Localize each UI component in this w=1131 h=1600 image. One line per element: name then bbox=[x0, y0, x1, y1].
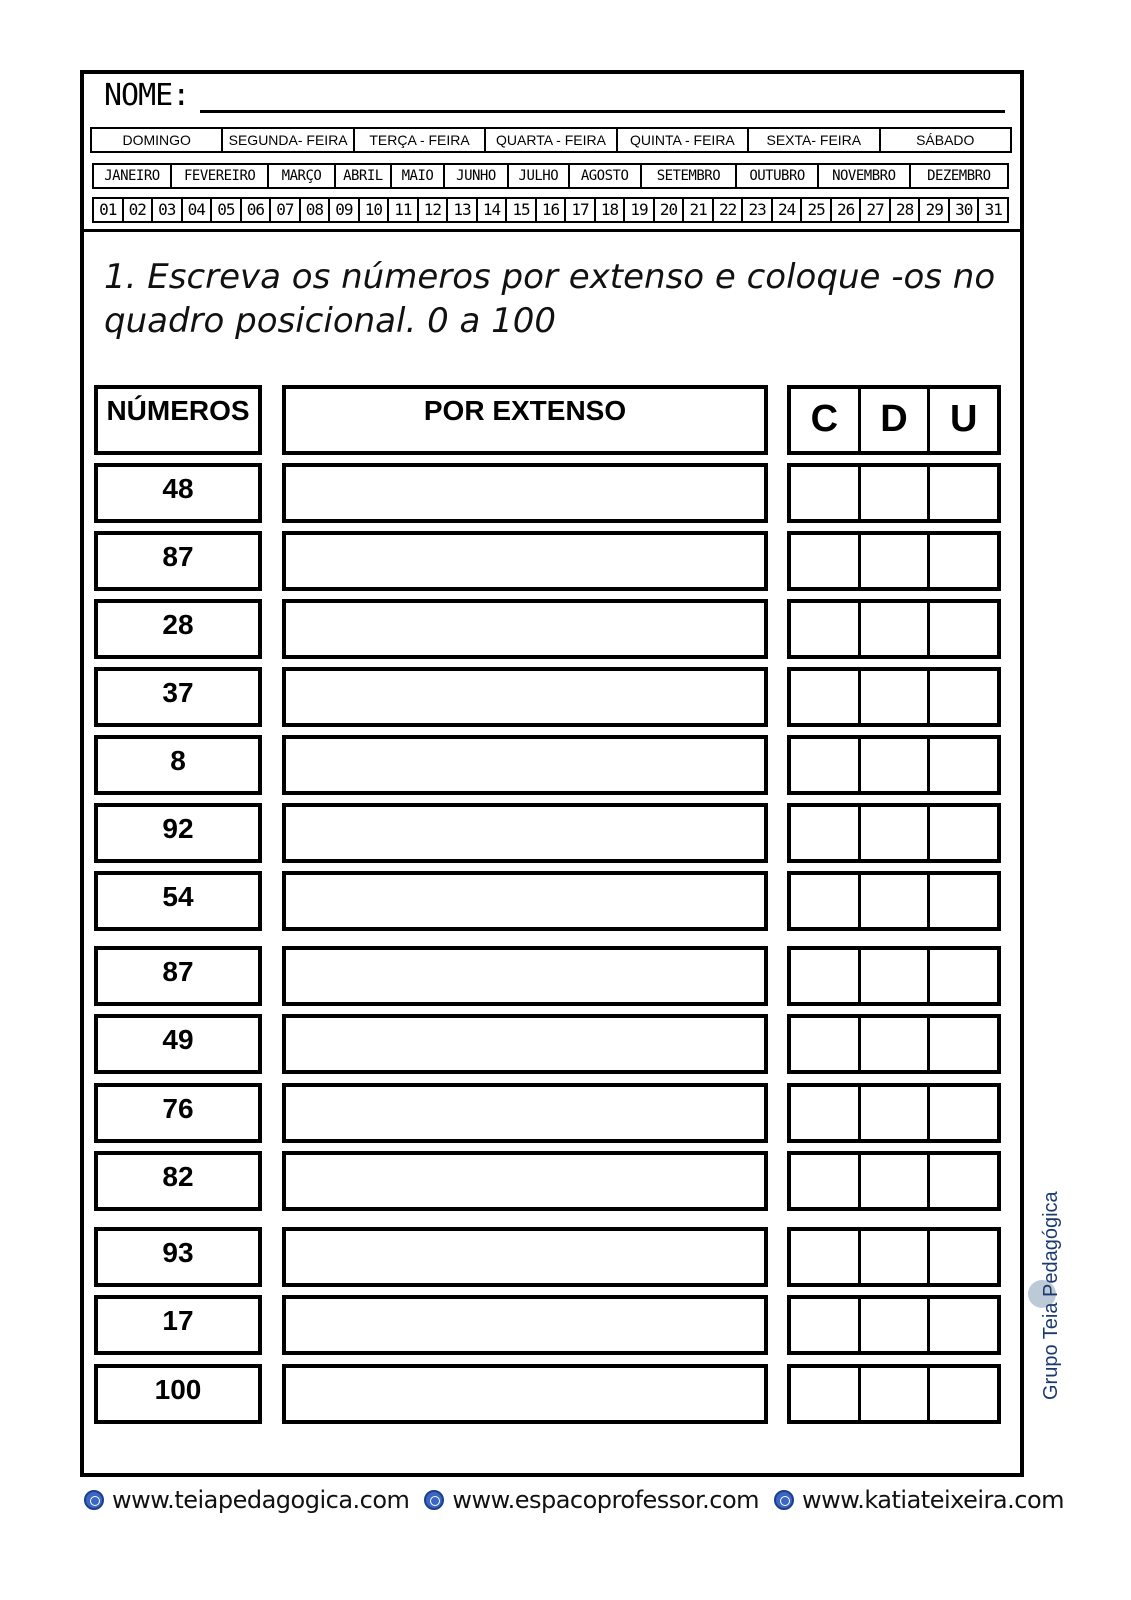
date-cell[interactable]: 10 bbox=[360, 199, 390, 221]
numbers-header: NÚMEROS bbox=[94, 385, 262, 455]
instruction-text: 1. Escreva os números por extenso e coloque -os no quadro posicional. 0 a 100 bbox=[104, 257, 996, 341]
date-cell[interactable]: 05 bbox=[212, 199, 242, 221]
footer-link-3[interactable] bbox=[774, 1486, 1064, 1514]
d-answer-cell[interactable] bbox=[861, 603, 931, 655]
c-answer-cell[interactable] bbox=[791, 950, 861, 1002]
extenso-answer-field[interactable] bbox=[282, 803, 768, 863]
month-row bbox=[92, 163, 1009, 189]
u-answer-cell[interactable] bbox=[930, 603, 997, 655]
d-header: D bbox=[861, 389, 931, 451]
globe-icon bbox=[84, 1490, 104, 1510]
d-answer-cell[interactable] bbox=[861, 467, 931, 519]
date-cell[interactable]: 16 bbox=[537, 199, 567, 221]
number-cell: 93 bbox=[94, 1227, 262, 1287]
cdu-answer-row bbox=[787, 531, 1001, 591]
date-cell[interactable]: 22 bbox=[714, 199, 744, 221]
date-cell[interactable]: 17 bbox=[566, 199, 596, 221]
footer-link-label: www.katiateixeira.com bbox=[802, 1486, 1064, 1514]
name-label: NOME: bbox=[104, 78, 190, 113]
d-answer-cell[interactable] bbox=[861, 535, 931, 587]
date-cell[interactable]: 31 bbox=[984, 200, 1002, 219]
extenso-answer-field[interactable] bbox=[282, 946, 768, 1006]
number-cell: 8 bbox=[94, 735, 262, 795]
day-cell[interactable]: DOMINGO bbox=[92, 129, 223, 151]
cdu-answer-row bbox=[787, 1227, 1001, 1287]
d-answer-cell[interactable] bbox=[861, 1368, 931, 1420]
d-answer-cell[interactable] bbox=[861, 1087, 931, 1139]
date-cell[interactable]: 23 bbox=[743, 199, 773, 221]
u-answer-cell[interactable] bbox=[930, 1299, 997, 1351]
globe-icon bbox=[774, 1490, 794, 1510]
extenso-answer-field[interactable] bbox=[282, 1014, 768, 1074]
date-cell[interactable]: 26 bbox=[832, 199, 862, 221]
number-cell: 92 bbox=[94, 803, 262, 863]
c-answer-cell[interactable] bbox=[791, 1368, 861, 1420]
number-cell: 49 bbox=[94, 1014, 262, 1074]
month-cell[interactable]: SETEMBRO bbox=[642, 165, 737, 187]
d-answer-cell[interactable] bbox=[861, 739, 931, 791]
extenso-answer-field[interactable] bbox=[282, 531, 768, 591]
u-answer-cell[interactable] bbox=[930, 671, 997, 723]
name-line[interactable] bbox=[200, 110, 1005, 113]
day-cell[interactable]: SEXTA- FEIRA bbox=[749, 129, 880, 151]
date-cell[interactable]: 15 bbox=[507, 199, 537, 221]
cdu-answer-row bbox=[787, 463, 1001, 523]
extenso-answer-field[interactable] bbox=[282, 1151, 768, 1211]
date-cell[interactable]: 18 bbox=[596, 199, 626, 221]
number-cell: 17 bbox=[94, 1295, 262, 1355]
cdu-answer-row bbox=[787, 803, 1001, 863]
extenso-answer-field[interactable] bbox=[282, 599, 768, 659]
cdu-answer-row bbox=[787, 599, 1001, 659]
date-cell[interactable]: 27 bbox=[861, 199, 891, 221]
month-cell[interactable]: MARÇO bbox=[269, 165, 335, 187]
cdu-answer-row bbox=[787, 735, 1001, 795]
number-cell: 37 bbox=[94, 667, 262, 727]
cdu-answer-row bbox=[787, 1151, 1001, 1211]
month-cell[interactable]: JULHO bbox=[509, 165, 569, 187]
date-cell[interactable]: 29 bbox=[920, 199, 950, 221]
date-cell[interactable]: 01 bbox=[94, 199, 124, 221]
extenso-answer-field[interactable] bbox=[282, 667, 768, 727]
d-answer-cell[interactable] bbox=[861, 671, 931, 723]
date-cell[interactable]: 25 bbox=[802, 199, 832, 221]
u-header: U bbox=[949, 398, 978, 440]
u-answer-cell[interactable] bbox=[930, 1368, 997, 1420]
u-answer-cell[interactable] bbox=[930, 1155, 997, 1207]
d-answer-cell[interactable] bbox=[861, 807, 931, 859]
number-cell: 87 bbox=[94, 946, 262, 1006]
c-answer-cell[interactable] bbox=[791, 467, 861, 519]
watermark-text: Grupo Teia Pedagógica bbox=[1040, 1191, 1062, 1400]
date-cell[interactable]: 20 bbox=[655, 199, 685, 221]
footer-link-label: www.teiapedagogica.com bbox=[112, 1486, 410, 1514]
month-cell[interactable]: JANEIRO bbox=[94, 165, 172, 187]
number-cell: 100 bbox=[94, 1364, 262, 1424]
cdu-answer-row bbox=[787, 1083, 1001, 1143]
cdu-answer-row bbox=[787, 1364, 1001, 1424]
u-answer-cell[interactable] bbox=[930, 739, 997, 791]
date-cell[interactable]: 14 bbox=[478, 199, 508, 221]
extenso-answer-field[interactable] bbox=[282, 871, 768, 931]
c-answer-cell[interactable] bbox=[791, 739, 861, 791]
date-cell[interactable]: 08 bbox=[301, 199, 331, 221]
date-cell[interactable]: 21 bbox=[684, 199, 714, 221]
c-answer-cell[interactable] bbox=[791, 1087, 861, 1139]
month-cell[interactable]: NOVEMBRO bbox=[819, 165, 911, 187]
number-cell: 48 bbox=[94, 463, 262, 523]
month-cell[interactable]: OUTUBRO bbox=[737, 165, 819, 187]
date-cell[interactable]: 28 bbox=[891, 199, 921, 221]
c-answer-cell[interactable] bbox=[791, 1299, 861, 1351]
day-cell[interactable]: SÁBADO bbox=[916, 132, 975, 148]
number-cell: 87 bbox=[94, 531, 262, 591]
extenso-answer-field[interactable] bbox=[282, 1083, 768, 1143]
cdu-answer-row bbox=[787, 946, 1001, 1006]
day-cell[interactable]: QUINTA - FEIRA bbox=[618, 129, 749, 151]
month-cell[interactable]: JUNHO bbox=[445, 165, 509, 187]
extenso-answer-field[interactable] bbox=[282, 1227, 768, 1287]
d-answer-cell[interactable] bbox=[861, 1231, 931, 1283]
extenso-answer-field[interactable] bbox=[282, 735, 768, 795]
date-cell[interactable]: 19 bbox=[625, 199, 655, 221]
date-cell[interactable]: 02 bbox=[124, 199, 154, 221]
u-answer-cell[interactable] bbox=[930, 467, 997, 519]
d-answer-cell[interactable] bbox=[861, 950, 931, 1002]
date-cell[interactable]: 07 bbox=[271, 199, 301, 221]
cdu-answer-row bbox=[787, 1014, 1001, 1074]
u-answer-cell[interactable] bbox=[930, 535, 997, 587]
u-answer-cell[interactable] bbox=[930, 875, 997, 927]
d-answer-cell[interactable] bbox=[861, 1299, 931, 1351]
extenso-header: POR EXTENSO bbox=[282, 385, 768, 455]
footer-link-2[interactable] bbox=[424, 1486, 759, 1514]
day-cell[interactable]: TERÇA - FEIRA bbox=[355, 129, 486, 151]
c-answer-cell[interactable] bbox=[791, 535, 861, 587]
d-answer-cell[interactable] bbox=[861, 1018, 931, 1070]
c-answer-cell[interactable] bbox=[791, 671, 861, 723]
date-cell[interactable]: 30 bbox=[950, 199, 980, 221]
number-cell: 28 bbox=[94, 599, 262, 659]
month-cell[interactable]: DEZEMBRO bbox=[927, 168, 991, 184]
u-answer-cell[interactable] bbox=[930, 1087, 997, 1139]
date-cell[interactable]: 04 bbox=[183, 199, 213, 221]
u-answer-cell[interactable] bbox=[930, 950, 997, 1002]
globe-icon bbox=[424, 1490, 444, 1510]
footer-link-1[interactable] bbox=[84, 1486, 409, 1514]
c-answer-cell[interactable] bbox=[791, 1018, 861, 1070]
month-cell[interactable]: FEVEREIRO bbox=[172, 165, 269, 187]
extenso-answer-field[interactable] bbox=[282, 1364, 768, 1424]
c-header: C bbox=[791, 389, 861, 451]
month-cell[interactable]: ABRIL bbox=[336, 165, 393, 187]
date-cell[interactable]: 13 bbox=[448, 199, 478, 221]
cdu-answer-row bbox=[787, 1295, 1001, 1355]
date-cell[interactable]: 12 bbox=[419, 199, 449, 221]
cdu-answer-row bbox=[787, 871, 1001, 931]
cdu-header bbox=[787, 385, 1001, 455]
date-cell[interactable]: 06 bbox=[242, 199, 272, 221]
u-answer-cell[interactable] bbox=[930, 807, 997, 859]
month-cell[interactable]: AGOSTO bbox=[570, 165, 642, 187]
extenso-answer-field[interactable] bbox=[282, 1295, 768, 1355]
cdu-answer-row bbox=[787, 667, 1001, 727]
date-cell[interactable]: 03 bbox=[153, 199, 183, 221]
header-separator bbox=[80, 229, 1024, 232]
footer bbox=[84, 1480, 1064, 1520]
month-cell[interactable]: MAIO bbox=[392, 165, 445, 187]
c-answer-cell[interactable] bbox=[791, 807, 861, 859]
number-cell: 82 bbox=[94, 1151, 262, 1211]
extenso-answer-field[interactable] bbox=[282, 463, 768, 523]
date-cell[interactable]: 09 bbox=[330, 199, 360, 221]
day-cell[interactable]: QUARTA - FEIRA bbox=[486, 129, 617, 151]
u-answer-cell[interactable] bbox=[930, 1231, 997, 1283]
d-answer-cell[interactable] bbox=[861, 1155, 931, 1207]
date-cell[interactable]: 11 bbox=[389, 199, 419, 221]
u-answer-cell[interactable] bbox=[930, 1018, 997, 1070]
weekday-row bbox=[90, 127, 1012, 153]
day-cell[interactable]: SEGUNDA- FEIRA bbox=[223, 129, 354, 151]
date-row bbox=[92, 197, 1009, 223]
c-answer-cell[interactable] bbox=[791, 1231, 861, 1283]
date-cell[interactable]: 24 bbox=[773, 199, 803, 221]
c-answer-cell[interactable] bbox=[791, 1155, 861, 1207]
number-cell: 76 bbox=[94, 1083, 262, 1143]
footer-link-label: www.espacoprofessor.com bbox=[452, 1486, 760, 1514]
c-answer-cell[interactable] bbox=[791, 603, 861, 655]
number-cell: 54 bbox=[94, 871, 262, 931]
c-answer-cell[interactable] bbox=[791, 875, 861, 927]
d-answer-cell[interactable] bbox=[861, 875, 931, 927]
